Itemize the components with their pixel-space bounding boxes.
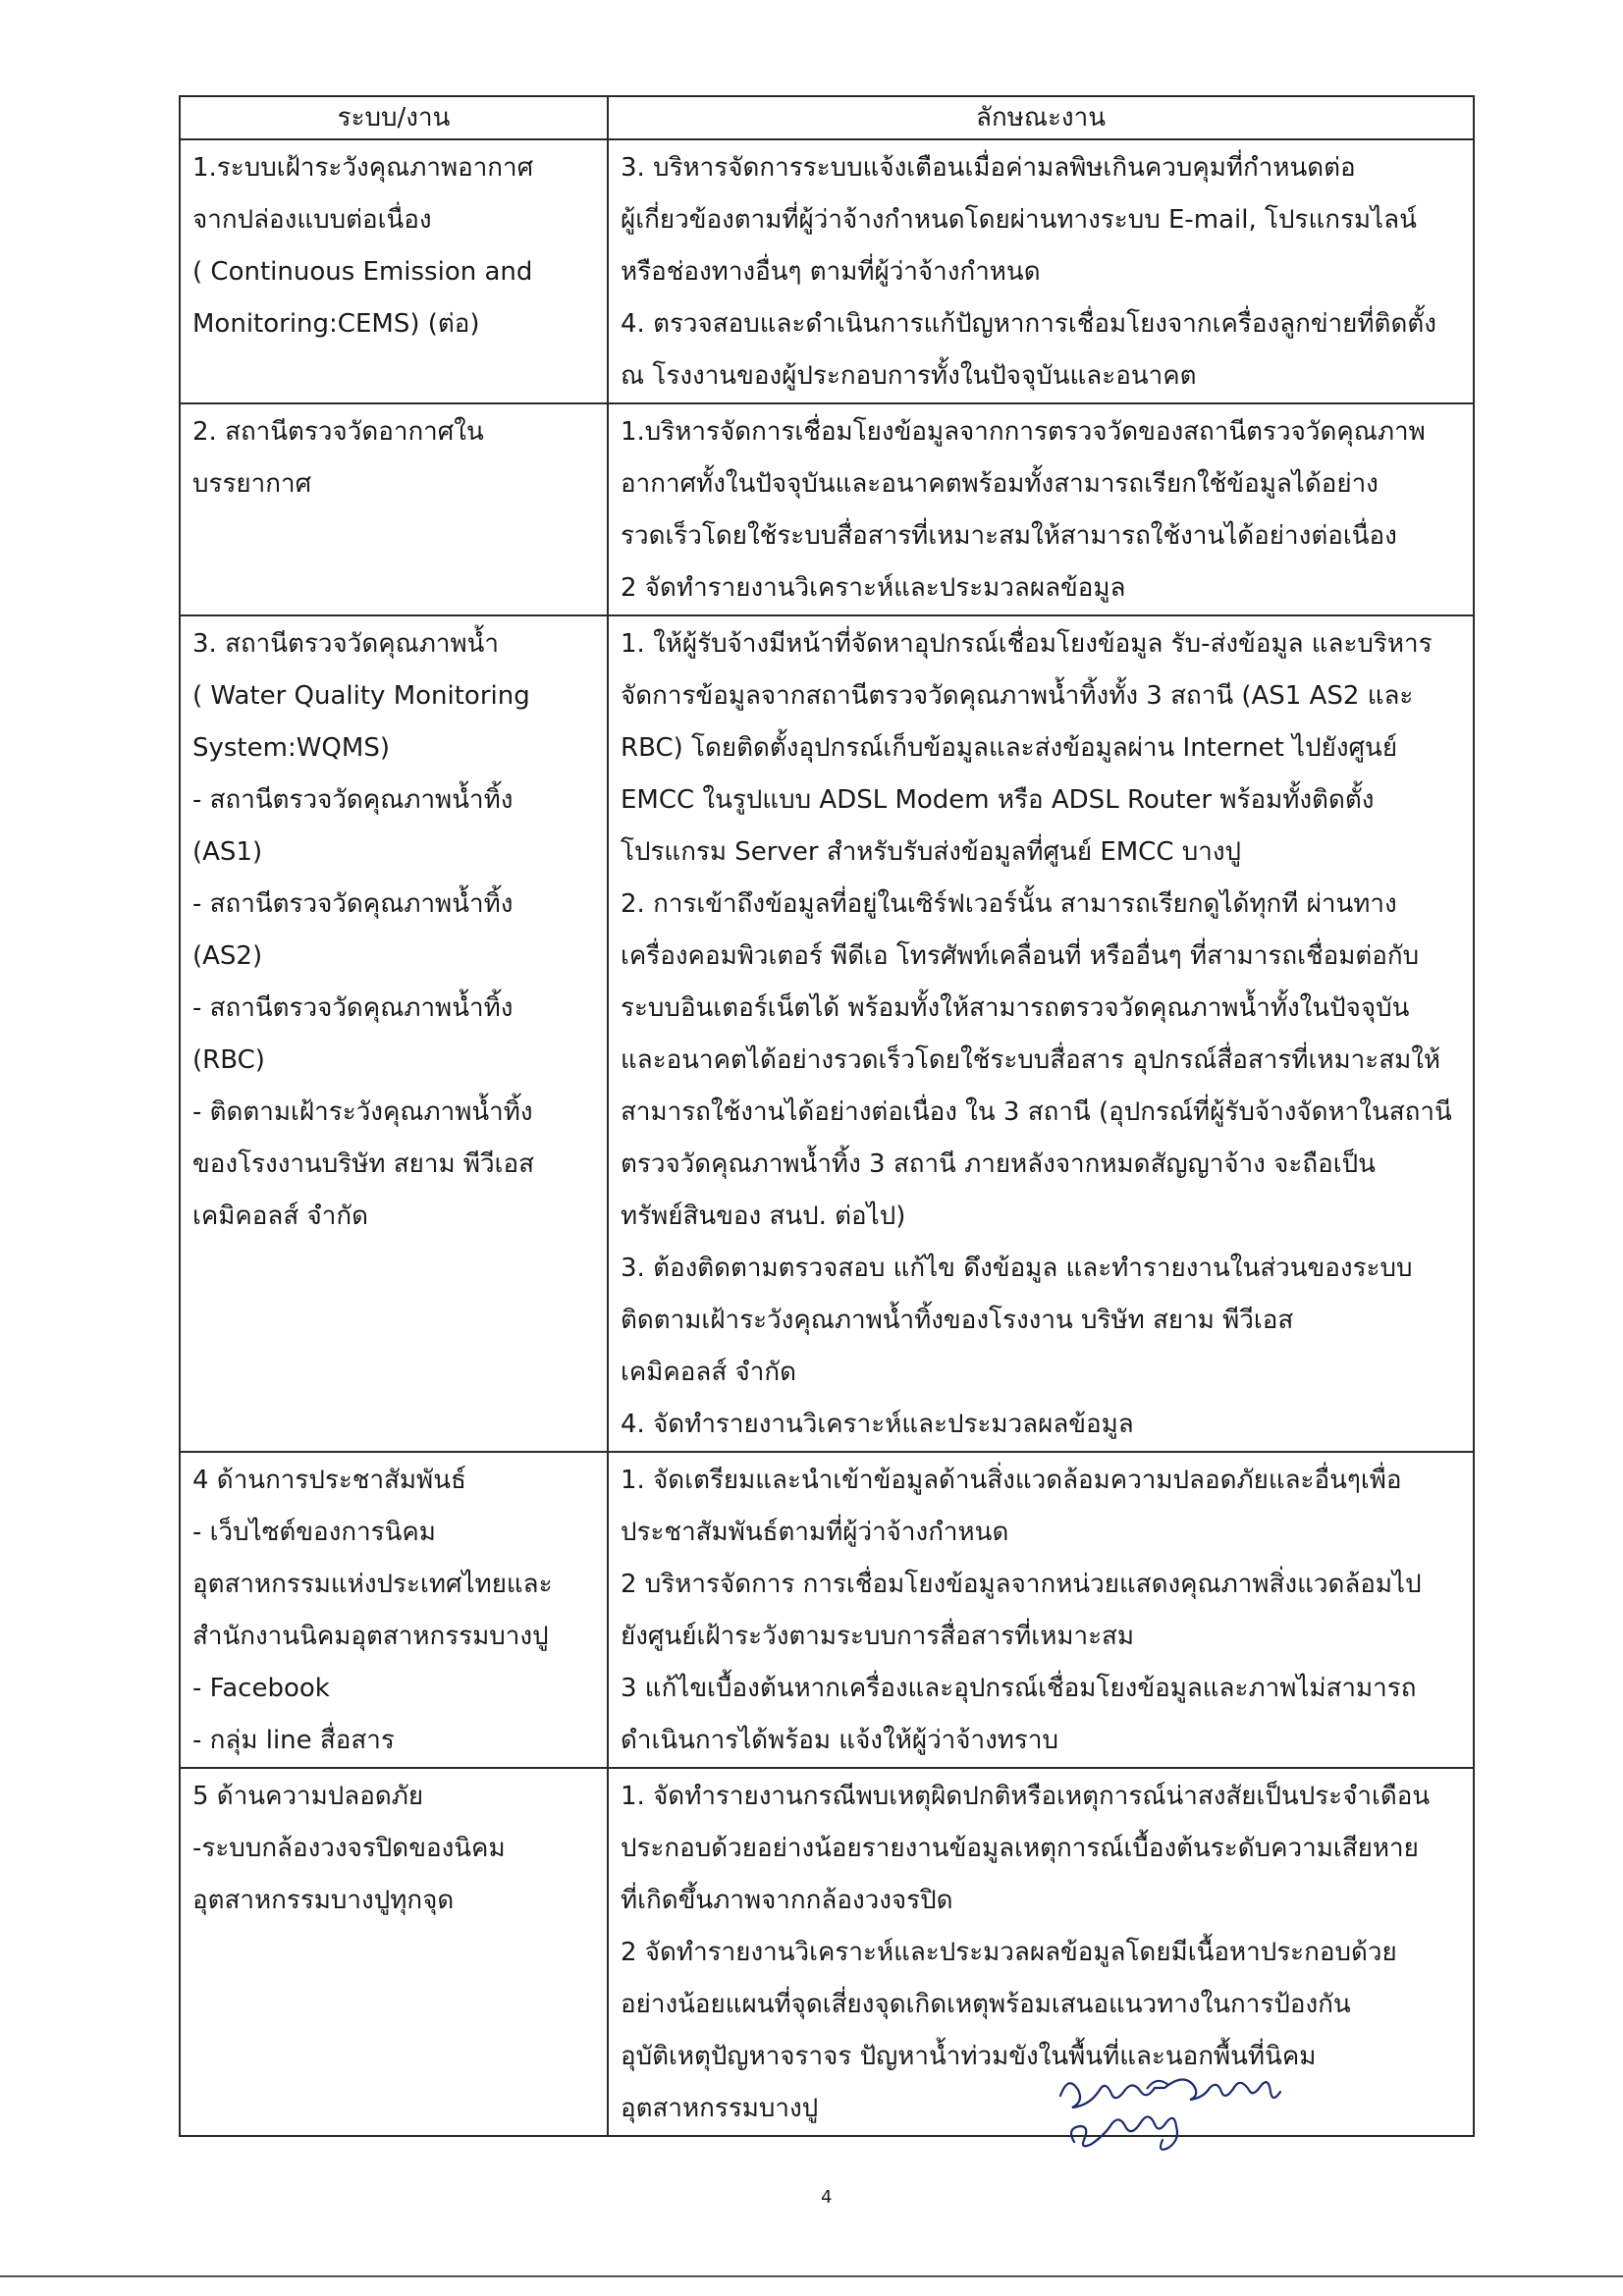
system-cell xyxy=(180,615,608,1452)
description-line: และอนาคตได้อย่างรวดเร็วโดยใช้ระบบสื่อสาร อุปกรณ์สื่อสารที่เหมาะสมให้ xyxy=(621,1045,1441,1075)
description-line: อุตสาหกรรมบางปู xyxy=(621,2094,819,2123)
description-cell xyxy=(608,615,1474,1452)
description-line: 2 จัดทำรายงานวิเคราะห์และประมวลผลข้อมูลโดยมีเนื้อหาประกอบด้วย xyxy=(621,1938,1397,1967)
description-line: ตรวจวัดคุณภาพน้ำทิ้ง 3 สถานี ภายหลังจากหมดสัญญาจ้าง จะถือเป็น xyxy=(621,1149,1376,1179)
description-line: 3. บริหารจัดการระบบแจ้งเตือนเมื่อค่ามลพิษเกินควบคุมที่กำหนดต่อ xyxy=(621,153,1356,183)
table-body xyxy=(180,139,1474,2136)
system-line: อุตสาหกรรมแห่งประเทศไทยและ xyxy=(192,1570,553,1599)
description-line: 2 จัดทำรายงานวิเคราะห์และประมวลผลข้อมูล xyxy=(621,573,1126,603)
description-line: ดำเนินการได้พร้อม แจ้งให้ผู้ว่าจ้างทราบ xyxy=(621,1726,1058,1755)
system-line: - สถานีตรวจวัดคุณภาพน้ำทิ้ง xyxy=(192,785,514,815)
description-line: อากาศทั้งในปัจจุบันและอนาคตพร้อมทั้งสามารถเรียกใช้ข้อมูลได้อย่าง xyxy=(621,469,1379,499)
system-line: - ติดตามเฝ้าระวังคุณภาพน้ำทิ้ง xyxy=(192,1097,533,1127)
page-number: 4 xyxy=(821,2187,833,2208)
description-line: โปรแกรม Server สำหรับรับส่งข้อมูลที่ศูนย์ EMCC บางปู xyxy=(621,837,1242,867)
description-line: รวดเร็วโดยใช้ระบบสื่อสารที่เหมาะสมให้สามารถใช้งานได้อย่างต่อเนื่อง xyxy=(621,521,1397,551)
system-cell xyxy=(180,1452,608,1768)
description-line: เครื่องคอมพิวเตอร์ พีดีเอ โทรศัพท์เคลื่อนที่ หรืออื่นๆ ที่สามารถเชื่อมต่อกับ xyxy=(621,941,1420,971)
system-line: ( Continuous Emission and xyxy=(192,257,533,287)
system-line: 4 ด้านการประชาสัมพันธ์ xyxy=(192,1466,466,1495)
system-cell xyxy=(180,139,608,403)
system-line: - เว็บไซต์ของการนิคม xyxy=(192,1518,436,1547)
description-line: EMCC ในรูปแบบ ADSL Modem หรือ ADSL Router พร้อมทั้งติดตั้ง xyxy=(621,785,1375,815)
scope-of-work-table xyxy=(179,95,1475,2137)
table-row xyxy=(180,615,1474,1452)
description-line: ระบบอินเตอร์เน็ตได้ พร้อมทั้งให้สามารถตรวจวัดคุณภาพน้ำทั้งในปัจจุบัน xyxy=(621,993,1410,1023)
description-cell xyxy=(608,139,1474,403)
handwritten-signature xyxy=(1041,2042,1335,2169)
table-row xyxy=(180,403,1474,615)
table-row xyxy=(180,139,1474,403)
scan-edge-line xyxy=(0,2275,1623,2277)
description-line: ณ โรงงานของผู้ประกอบการทั้งในปัจจุบันและอนาคต xyxy=(621,361,1197,391)
description-line: 4. จัดทำรายงานวิเคราะห์และประมวลผลข้อมูล xyxy=(621,1410,1134,1439)
system-line: เคมิคอลส์ จำกัด xyxy=(192,1201,368,1231)
system-line: บรรยากาศ xyxy=(192,469,312,499)
description-line: 1.บริหารจัดการเชื่อมโยงข้อมูลจากการตรวจวัดของสถานีตรวจวัดคุณภาพ xyxy=(621,417,1426,447)
description-line: ยังศูนย์เฝ้าระวังตามระบบการสื่อสารที่เหมาะสม xyxy=(621,1622,1135,1651)
description-cell xyxy=(608,1452,1474,1768)
system-line: Monitoring:CEMS) (ต่อ) xyxy=(192,309,480,339)
system-line: - กลุ่ม line สื่อสาร xyxy=(192,1726,395,1755)
description-line: อย่างน้อยแผนที่จุดเสี่ยงจุดเกิดเหตุพร้อมเสนอแนวทางในการป้องกัน xyxy=(621,1990,1351,2019)
system-line: 1.ระบบเฝ้าระวังคุณภาพอากาศ xyxy=(192,153,534,183)
description-line: เคมิคอลส์ จำกัด xyxy=(621,1358,796,1387)
description-line: 1. จัดเตรียมและนำเข้าข้อมูลด้านสิ่งแวดล้อมความปลอดภัยและอื่นๆเพื่อ xyxy=(621,1466,1402,1495)
system-line: - Facebook xyxy=(192,1674,330,1703)
description-line: 2. การเข้าถึงข้อมูลที่อยู่ในเซิร์ฟเวอร์นั้น สามารถเรียกดูได้ทุกที ผ่านทาง xyxy=(621,889,1397,919)
description-line: ผู้เกี่ยวข้องตามที่ผู้ว่าจ้างกำหนดโดยผ่านทางระบบ E-mail, โปรแกรมไลน์ xyxy=(621,205,1417,235)
system-line: จากปล่องแบบต่อเนื่อง xyxy=(192,205,432,235)
system-line: - สถานีตรวจวัดคุณภาพน้ำทิ้ง xyxy=(192,889,514,919)
description-line: 4. ตรวจสอบและดำเนินการแก้ปัญหาการเชื่อมโยงจากเครื่องลูกข่ายที่ติดตั้ง xyxy=(621,309,1436,339)
system-line: -ระบบกล้องวงจรปิดของนิคม xyxy=(192,1834,506,1863)
description-line: ประชาสัมพันธ์ตามที่ผู้ว่าจ้างกำหนด xyxy=(621,1518,1009,1547)
table-row xyxy=(180,1452,1474,1768)
table-header-row xyxy=(180,96,1474,139)
system-line: - สถานีตรวจวัดคุณภาพน้ำทิ้ง xyxy=(192,993,514,1023)
description-line: 2 บริหารจัดการ การเชื่อมโยงข้อมูลจากหน่วยแสดงคุณภาพสิ่งแวดล้อมไป xyxy=(621,1570,1422,1599)
system-cell xyxy=(180,1768,608,2136)
description-line: ประกอบด้วยอย่างน้อยรายงานข้อมูลเหตุการณ์เบื้องต้นระดับความเสียหาย xyxy=(621,1834,1419,1863)
header-system: ระบบ/งาน xyxy=(180,96,608,139)
system-line: System:WQMS) xyxy=(192,733,390,763)
description-line: ทรัพย์สินของ สนป. ต่อไป) xyxy=(621,1201,906,1231)
system-line: สำนักงานนิคมอุตสาหกรรมบางปู xyxy=(192,1622,549,1651)
system-line: 2. สถานีตรวจวัดอากาศใน xyxy=(192,417,484,447)
description-cell xyxy=(608,403,1474,615)
description-line: 1. จัดทำรายงานกรณีพบเหตุผิดปกติหรือเหตุการณ์น่าสงสัยเป็นประจำเดือน xyxy=(621,1782,1431,1811)
system-line: (RBC) xyxy=(192,1045,265,1075)
system-line: ( Water Quality Monitoring xyxy=(192,681,530,711)
header-description: ลักษณะงาน xyxy=(608,96,1474,139)
description-line: จัดการข้อมูลจากสถานีตรวจวัดคุณภาพน้ำทิ้งทั้ง 3 สถานี (AS1 AS2 และ xyxy=(621,681,1414,711)
system-line: ของโรงงานบริษัท สยาม พีวีเอส xyxy=(192,1149,535,1179)
system-line: (AS2) xyxy=(192,941,263,971)
description-line: สามารถใช้งานได้อย่างต่อเนื่อง ใน 3 สถานี (อุปกรณ์ที่ผู้รับจ้างจัดหาในสถานี xyxy=(621,1097,1452,1127)
description-line: ที่เกิดขึ้นภาพจากกล้องวงจรปิด xyxy=(621,1886,953,1915)
description-line: 3. ต้องติดตามตรวจสอบ แก้ไข ดึงข้อมูล และทำรายงานในส่วนของระบบ xyxy=(621,1254,1413,1283)
system-cell xyxy=(180,403,608,615)
system-line: 3. สถานีตรวจวัดคุณภาพน้ำ xyxy=(192,629,499,659)
description-line: อุบัติเหตุปัญหาจราจร ปัญหาน้ำท่วมขังในพื้นที่และนอกพื้นที่นิคม xyxy=(621,2042,1317,2071)
description-line: 3 แก้ไขเบื้องต้นหากเครื่องและอุปกรณ์เชื่อมโยงข้อมูลและภาพไม่สามารถ xyxy=(621,1674,1417,1703)
system-line: อุตสาหกรรมบางปูทุกจุด xyxy=(192,1886,455,1915)
system-line: 5 ด้านความปลอดภัย xyxy=(192,1782,424,1811)
description-line: RBC) โดยติดตั้งอุปกรณ์เก็บข้อมูลและส่งข้อมูลผ่าน Internet ไปยังศูนย์ xyxy=(621,733,1398,763)
description-line: 1. ให้ผู้รับจ้างมีหน้าที่จัดหาอุปกรณ์เชื่อมโยงข้อมูล รับ-ส่งข้อมูล และบริหาร xyxy=(621,629,1433,659)
description-line: ติดตามเฝ้าระวังคุณภาพน้ำทิ้งของโรงงาน บริษัท สยาม พีวีเอส xyxy=(621,1306,1294,1335)
description-line: หรือช่องทางอื่นๆ ตามที่ผู้ว่าจ้างกำหนด xyxy=(621,257,1041,287)
system-line: (AS1) xyxy=(192,837,263,867)
